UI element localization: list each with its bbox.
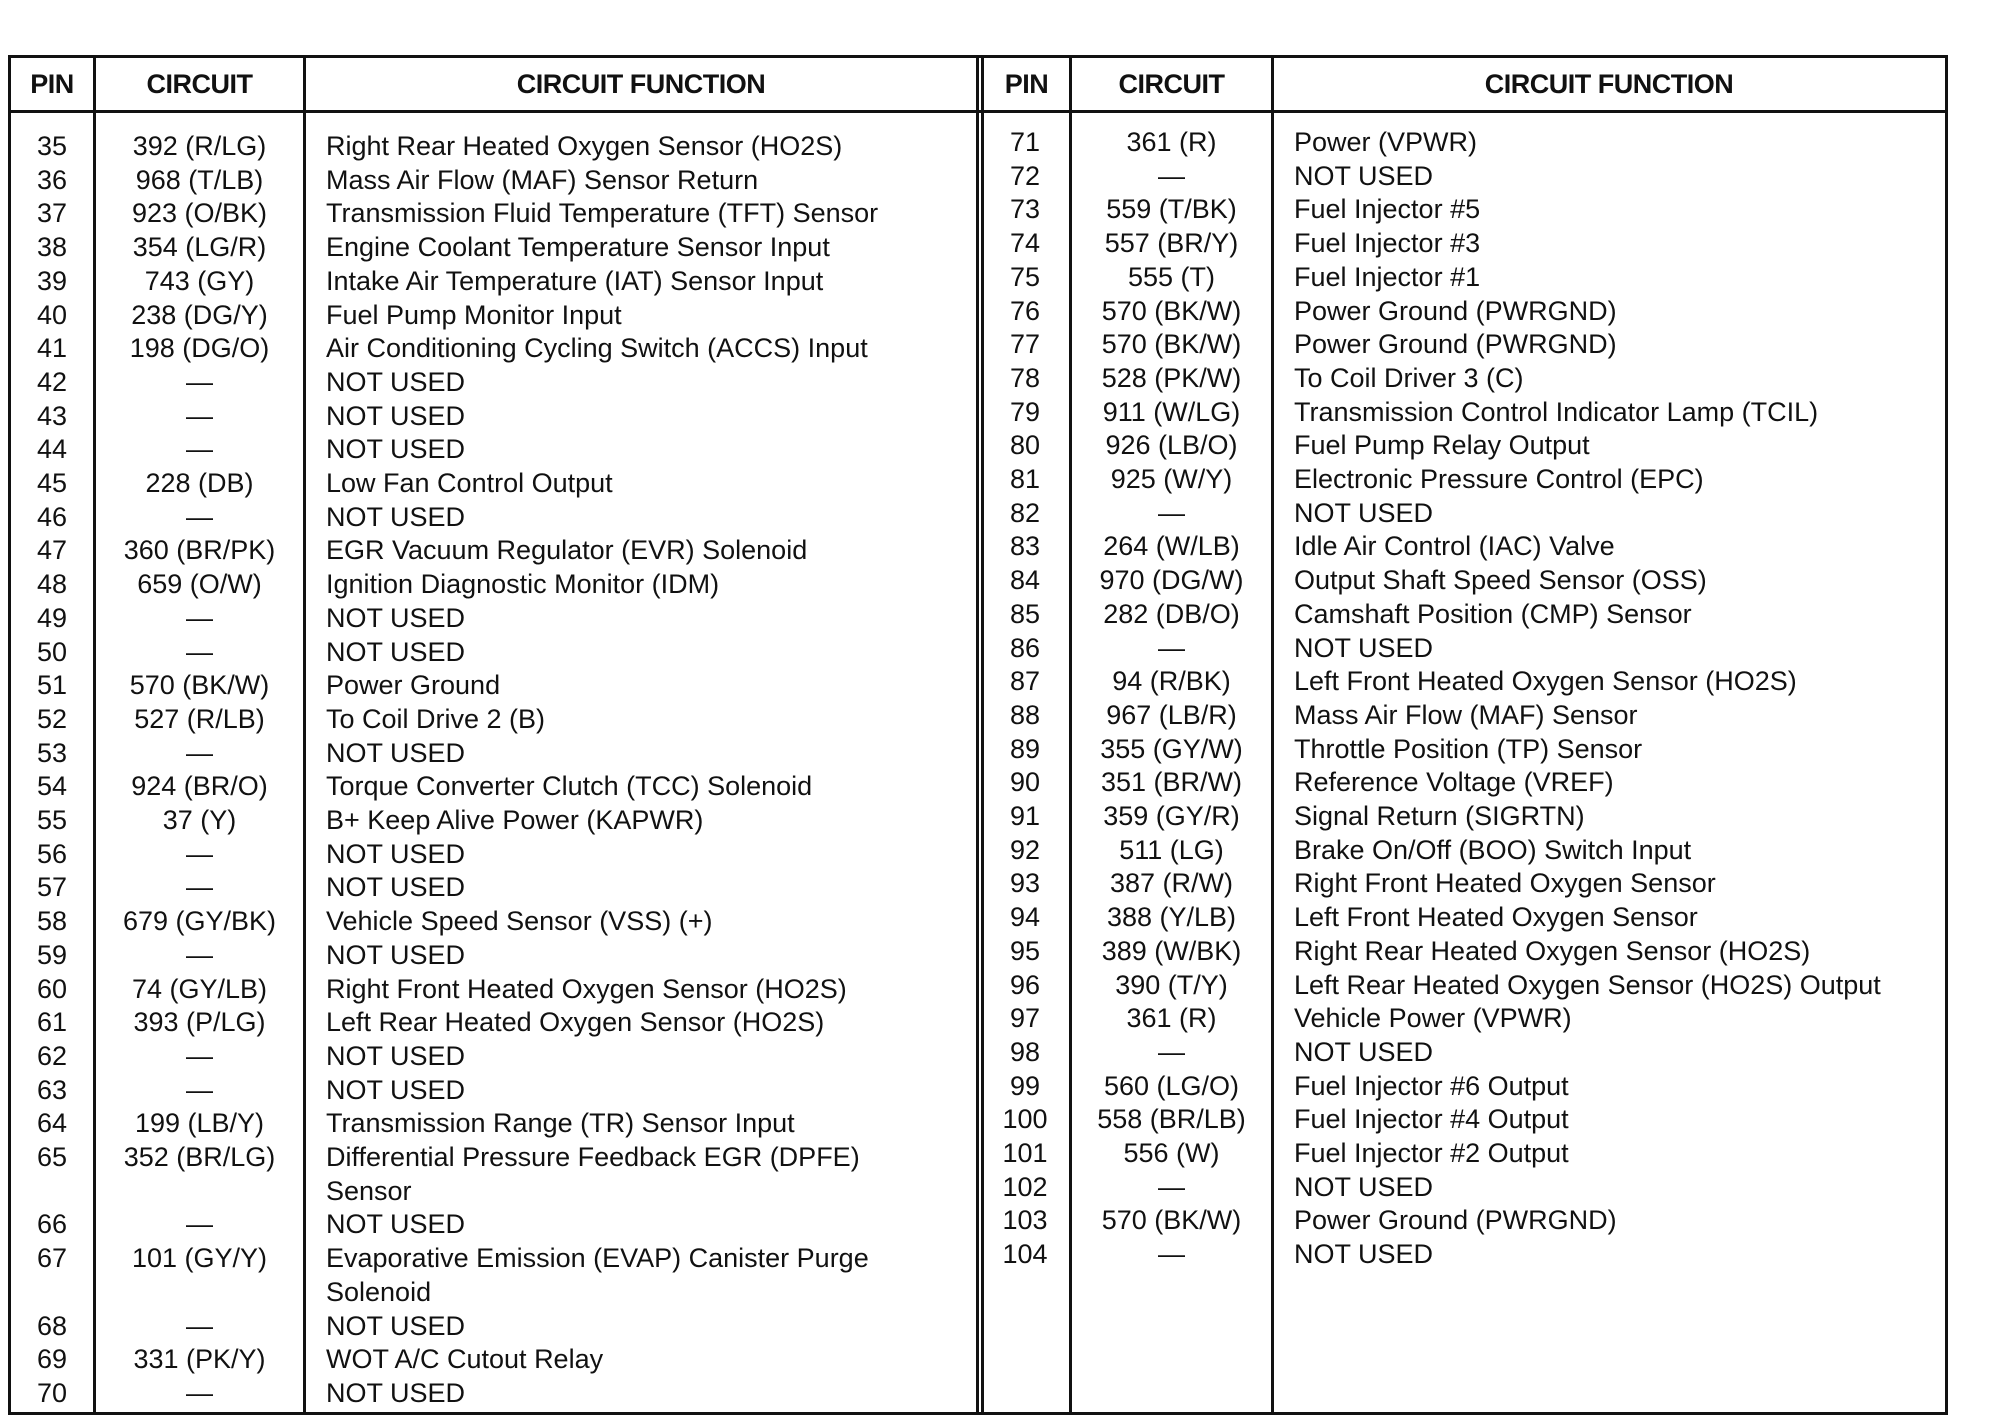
circuit-cell: — [186,1310,213,1341]
header-function-left: CIRCUIT FUNCTION [516,69,766,99]
pin-cell: 83 [1009,531,1041,562]
circuit-cell: 743 (GY) [144,265,255,296]
pin-cell: 75 [1009,261,1041,292]
circuit-cell: 360 (BR/PK) [123,535,276,566]
function-cell: Power (VPWR) [1294,127,1478,157]
pin-cell: 79 [1009,396,1041,427]
circuit-cell: 923 (O/BK) [131,198,268,229]
function-cell: Fuel Injector #1 [1294,261,1481,292]
function-cell: NOT USED [1294,160,1434,191]
header-pin-left: PIN [30,69,74,99]
pin-cell: 85 [1009,598,1041,629]
function-cell: NOT USED [326,636,466,667]
circuit-cell: 361 (R) [1126,1003,1217,1034]
circuit-cell: — [186,872,213,903]
function-cell: NOT USED [1294,497,1434,528]
circuit-cell: 387 (R/W) [1109,868,1234,899]
circuit-cell: 389 (W/BK) [1101,935,1242,966]
function-cell: NOT USED [326,1209,466,1240]
function-cell: Fuel Injector #6 Output [1294,1070,1569,1101]
pin-cell: 36 [36,164,68,195]
function-cell: Transmission Range (TR) Sensor Input [326,1108,795,1139]
pin-cell: 37 [36,198,68,229]
pin-cell: 98 [1009,1036,1041,1067]
pin-cell: 94 [1009,902,1041,933]
circuit-cell: 355 (GY/W) [1100,733,1243,764]
circuit-cell: 925 (W/Y) [1110,464,1233,494]
circuit-cell: 559 (T/BK) [1106,194,1237,225]
function-cell: Fuel Injector #4 Output [1294,1104,1569,1135]
pin-cell: 42 [36,366,68,397]
circuit-cell: — [186,737,213,768]
circuit-cell: 199 (LB/Y) [134,1108,265,1139]
function-cell: Evaporative Emission (EVAP) Canister Purge Solenoid [326,1243,869,1307]
pin-cell: 53 [36,737,68,768]
function-cell: Vehicle Speed Sensor (VSS) (+) [326,906,713,937]
function-cell: Fuel Injector #2 Output [1294,1138,1569,1168]
function-cell: Engine Coolant Temperature Sensor Input [326,232,830,263]
pin-cell: 80 [1009,430,1041,461]
function-cell: Power Ground (PWRGND) [1294,329,1617,360]
circuit-cell: — [186,602,213,633]
circuit-cell: — [186,939,213,970]
pin-cell: 39 [36,265,68,296]
pin-cell: 100 [1002,1104,1048,1135]
pin-cell: 72 [1009,160,1041,191]
pin-cell: 46 [36,501,68,532]
pin-cell: 55 [36,805,68,835]
pin-cell: 93 [1009,868,1041,899]
pin-cell: 70 [36,1377,68,1408]
circuit-cell: 354 (LG/R) [132,232,267,263]
function-cell: NOT USED [326,366,466,397]
pin-cell: 62 [36,1040,68,1071]
function-cell: To Coil Driver 3 (C) [1294,362,1524,393]
pin-cell: 103 [1002,1205,1048,1236]
pin-cell: 49 [36,602,68,633]
function-cell: Mass Air Flow (MAF) Sensor [1294,699,1638,730]
function-cell: Ignition Diagnostic Monitor (IDM) [326,569,720,600]
circuit-cell: 570 (BK/W) [1101,329,1242,360]
circuit-cell: 390 (T/Y) [1115,969,1228,1000]
pin-cell: 102 [1002,1171,1048,1202]
column-divider [976,58,979,1412]
function-cell: Differential Pressure Feedback EGR (DPFE) Sensor [326,1142,860,1206]
pin-cell: 57 [36,872,68,903]
function-cell: To Coil Drive 2 (B) [326,703,546,734]
pin-cell: 87 [1009,666,1041,697]
circuit-cell: 557 (BR/Y) [1104,228,1239,259]
circuit-cell: 528 (PK/W) [1101,362,1242,393]
circuit-cell: — [186,400,213,431]
circuit-cell: 570 (BK/W) [129,670,270,701]
circuit-cell: 570 (BK/W) [1101,1205,1242,1236]
pin-cell: 59 [36,939,68,970]
function-cell: NOT USED [326,1377,466,1408]
function-cell: Low Fan Control Output [326,468,613,498]
function-cell: Transmission Control Indicator Lamp (TCIL) [1294,396,1819,427]
function-cell: Fuel Injector #5 [1294,194,1481,225]
function-cell: WOT A/C Cutout Relay [326,1344,604,1375]
circuit-cell: — [186,838,213,869]
circuit-cell: 911 (W/LG) [1102,396,1241,427]
function-cell: NOT USED [326,400,466,431]
circuit-cell: 359 (GY/R) [1103,801,1240,831]
pin-cell: 52 [36,703,68,734]
function-cell: Right Front Heated Oxygen Sensor [1294,868,1716,899]
pin-cell: 63 [36,1074,68,1105]
function-cell: Torque Converter Clutch (TCC) Solenoid [326,771,813,802]
pin-cell: 64 [36,1108,68,1139]
function-cell: NOT USED [1294,1239,1434,1270]
function-cell: Signal Return (SIGRTN) [1294,801,1585,831]
function-cell: Output Shaft Speed Sensor (OSS) [1294,565,1707,596]
circuit-cell: — [1158,497,1185,528]
function-cell: NOT USED [326,872,466,903]
function-cell: Power Ground (PWRGND) [1294,295,1617,326]
function-cell: NOT USED [326,1040,466,1071]
pin-cell: 58 [36,906,68,937]
circuit-cell: 198 (DG/O) [129,333,270,364]
pin-cell: 41 [36,333,68,364]
column-divider [1271,58,1274,1412]
circuit-cell: 238 (DG/Y) [131,299,268,330]
pin-cell: 91 [1009,801,1041,831]
function-cell: Fuel Pump Monitor Input [326,299,622,330]
circuit-cell: 101 (GY/Y) [131,1243,268,1274]
pin-cell: 95 [1009,935,1041,966]
pin-cell: 51 [36,670,68,701]
circuit-cell: — [186,434,213,465]
function-cell: Mass Air Flow (MAF) Sensor Return [326,164,759,195]
pin-cell: 67 [36,1243,68,1274]
pin-cell: 71 [1009,127,1041,157]
pin-cell: 84 [1009,565,1041,596]
pin-cell: 90 [1009,767,1041,798]
pin-cell: 38 [36,232,68,263]
header-pin-right: PIN [1004,69,1049,99]
pin-cell: 86 [1009,632,1041,663]
circuit-cell: 282 (DB/O) [1103,598,1240,629]
function-cell: NOT USED [326,737,466,768]
header-circuit-right: CIRCUIT [1118,69,1225,99]
pin-cell: 74 [1009,228,1041,259]
function-cell: Left Rear Heated Oxygen Sensor (HO2S) [326,1007,825,1038]
circuit-cell: 570 (BK/W) [1101,295,1242,326]
function-cell: NOT USED [326,1310,466,1341]
pin-cell: 60 [36,973,68,1004]
circuit-cell: 94 (R/BK) [1112,666,1231,697]
function-cell: NOT USED [326,939,466,970]
pin-cell: 81 [1009,464,1041,494]
circuit-cell: — [186,1074,213,1105]
circuit-cell: 924 (BR/O) [131,771,268,802]
column-divider [303,58,306,1412]
pin-cell: 73 [1009,194,1041,225]
header-circuit-left: CIRCUIT [146,69,253,99]
pin-cell: 35 [36,131,68,161]
circuit-cell: 555 (T) [1127,261,1216,292]
function-cell: Transmission Fluid Temperature (TFT) Sensor [326,198,879,229]
function-cell: NOT USED [326,501,466,532]
pin-cell: 68 [36,1310,68,1341]
circuit-cell: 392 (R/LG) [132,131,267,161]
circuit-cell: — [186,1040,213,1071]
circuit-cell: 37 (Y) [162,805,237,835]
pin-cell: 101 [1002,1138,1048,1168]
circuit-cell: — [186,636,213,667]
circuit-cell: 970 (DG/W) [1099,565,1244,596]
circuit-cell: 967 (LB/R) [1106,699,1237,730]
circuit-cell: 511 (LG) [1119,834,1224,865]
function-cell: NOT USED [326,1074,466,1105]
function-cell: NOT USED [326,838,466,869]
pin-cell: 50 [36,636,68,667]
circuit-cell: 968 (T/LB) [135,164,264,195]
function-cell: Intake Air Temperature (IAT) Sensor Input [326,265,824,296]
pin-cell: 69 [36,1344,68,1375]
pin-cell: 43 [36,400,68,431]
function-cell: Throttle Position (TP) Sensor [1294,733,1643,764]
circuit-cell: 556 (W) [1123,1138,1220,1168]
function-cell: Vehicle Power (VPWR) [1294,1003,1572,1034]
function-cell: Right Front Heated Oxygen Sensor (HO2S) [326,973,847,1004]
circuit-cell: 331 (PK/Y) [133,1344,266,1375]
circuit-cell: 659 (O/W) [137,569,262,600]
pin-cell: 82 [1009,497,1041,528]
circuit-cell: 361 (R) [1126,127,1217,157]
function-cell: Fuel Injector #3 [1294,228,1481,259]
circuit-cell: — [186,1209,213,1240]
pin-cell: 89 [1009,733,1041,764]
function-cell: Power Ground [326,670,501,701]
function-cell: NOT USED [1294,632,1434,663]
circuit-cell: — [1158,160,1185,191]
circuit-cell: 679 (GY/BK) [122,906,277,937]
circuit-cell: 351 (BR/W) [1100,767,1243,798]
function-cell: Reference Voltage (VREF) [1294,767,1614,798]
function-cell: Brake On/Off (BOO) Switch Input [1294,834,1692,865]
function-cell: Left Front Heated Oxygen Sensor (HO2S) [1294,666,1797,697]
function-cell: Fuel Pump Relay Output [1294,430,1590,461]
circuit-cell: 352 (BR/LG) [123,1142,276,1172]
circuit-cell: — [1158,632,1185,663]
pin-cell: 78 [1009,362,1041,393]
function-cell: Right Rear Heated Oxygen Sensor (HO2S) [1294,935,1811,966]
function-cell: EGR Vacuum Regulator (EVR) Solenoid [326,535,808,566]
circuit-cell: 558 (BR/LB) [1097,1104,1246,1135]
pin-cell: 45 [36,468,68,498]
pin-cell: 76 [1009,295,1041,326]
pin-cell: 97 [1009,1003,1041,1034]
pin-cell: 65 [36,1142,68,1172]
pin-cell: 96 [1009,969,1041,1000]
circuit-cell: 560 (LG/O) [1103,1070,1240,1101]
circuit-cell: — [1158,1239,1185,1270]
pin-cell: 66 [36,1209,68,1240]
circuit-cell: 388 (Y/LB) [1106,902,1237,933]
pinout-table [8,55,1948,1415]
circuit-cell: — [186,366,213,397]
header-function-right: CIRCUIT FUNCTION [1484,69,1734,99]
function-cell: Right Rear Heated Oxygen Sensor (HO2S) [326,131,843,161]
pin-cell: 61 [36,1007,68,1038]
pin-cell: 99 [1009,1070,1041,1101]
function-cell: Left Rear Heated Oxygen Sensor (HO2S) Output [1294,969,1881,1000]
pin-cell: 47 [36,535,68,566]
pin-cell: 77 [1009,329,1041,360]
pin-cell: 44 [36,434,68,465]
circuit-cell: 527 (R/LB) [134,703,265,734]
pin-cell: 92 [1009,834,1041,865]
circuit-cell: — [186,501,213,532]
circuit-cell: 926 (LB/O) [1105,430,1238,461]
circuit-cell: 264 (W/LB) [1103,531,1240,562]
pin-cell: 104 [1002,1239,1048,1270]
function-cell: Electronic Pressure Control (EPC) [1294,464,1704,494]
circuit-cell: — [1158,1171,1185,1202]
function-cell: NOT USED [326,434,466,465]
circuit-cell: 393 (P/LG) [133,1007,266,1038]
function-cell: Idle Air Control (IAC) Valve [1294,531,1615,562]
pin-cell: 48 [36,569,68,600]
function-cell: NOT USED [1294,1171,1434,1202]
circuit-cell: — [1158,1036,1185,1067]
function-cell: Left Front Heated Oxygen Sensor [1294,902,1698,933]
pin-cell: 54 [36,771,68,802]
circuit-cell: 74 (GY/LB) [131,973,268,1004]
function-cell: B+ Keep Alive Power (KAPWR) [326,805,704,835]
circuit-cell: 228 (DB) [145,468,254,498]
function-cell: Air Conditioning Cycling Switch (ACCS) Input [326,333,868,364]
circuit-cell: — [186,1377,213,1408]
function-cell: NOT USED [1294,1036,1434,1067]
pin-cell: 40 [36,299,68,330]
pin-cell: 56 [36,838,68,869]
function-cell: Power Ground (PWRGND) [1294,1205,1617,1236]
function-cell: NOT USED [326,602,466,633]
pin-cell: 88 [1009,699,1041,730]
function-cell: Camshaft Position (CMP) Sensor [1294,598,1692,629]
